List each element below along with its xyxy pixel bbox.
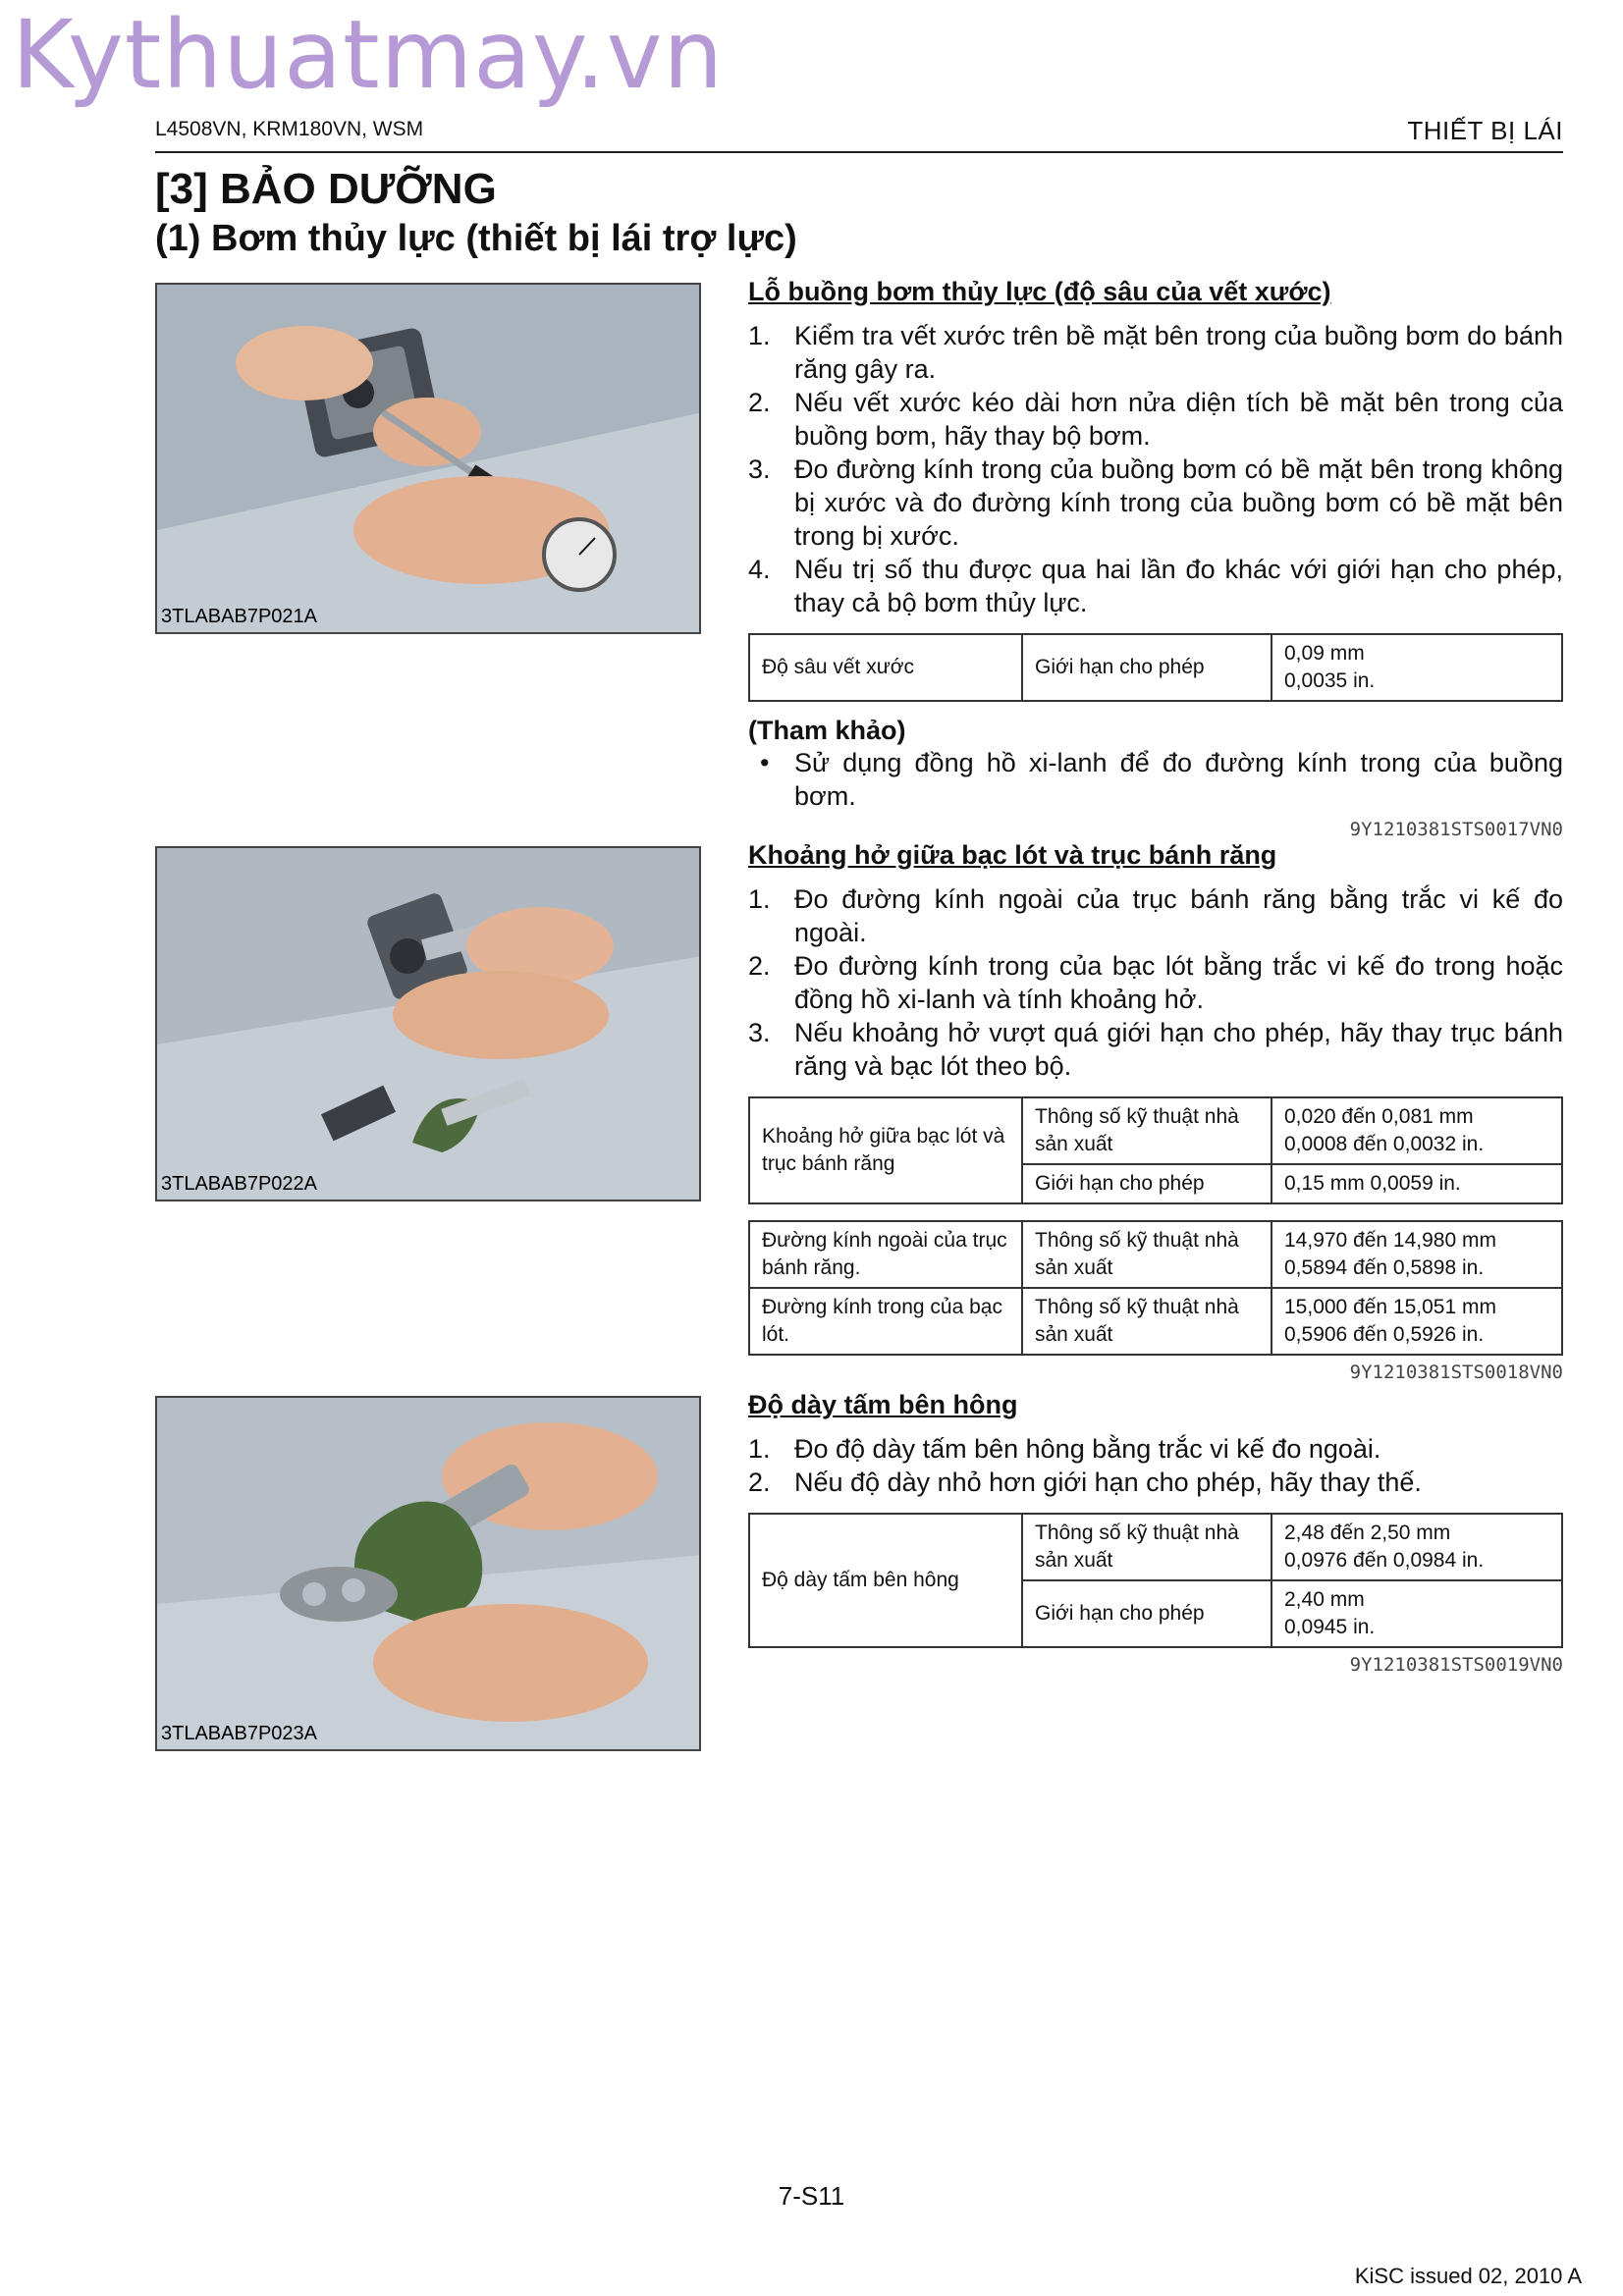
photo-caption: 3TLABAB7P022A — [161, 1173, 317, 1195]
micrometer-side-plate-photo — [155, 1396, 701, 1751]
table-cell: Độ dày tấm bên hông — [749, 1514, 1022, 1647]
spec-table — [748, 633, 1563, 702]
list-item: 1. Đo đường kính ngoài của trục bánh răng bằng trắc vi kế đo ngoài. — [748, 884, 1563, 947]
footer-issue: KiSC issued 02, 2010 A — [1354, 2264, 1582, 2288]
list-item: 2. Nếu độ dày nhỏ hơn giới hạn cho phép, hãy thay thế. — [748, 1468, 1422, 1497]
document-code: 9Y1210381STS0019VN0 — [1349, 1654, 1563, 1676]
subsection-title: (1) Bơm thủy lực (thiết bị lái trợ lực) — [155, 218, 797, 259]
section-title: [3] BẢO DƯỠNG — [155, 165, 497, 213]
header-rule — [155, 151, 1563, 153]
spec-table — [748, 1513, 1563, 1648]
scratch-depth-section — [748, 277, 1563, 840]
micrometer-plate-icon — [157, 1398, 701, 1751]
table-cell: Đường kính ngoài của trục bánh răng. — [749, 1221, 1022, 1288]
step-list — [748, 1432, 1563, 1499]
bore-gauge-photo — [155, 283, 701, 634]
step-list — [748, 319, 1563, 619]
table-cell: Giới hạn cho phép — [1022, 1580, 1271, 1647]
list-item: 1. Kiểm tra vết xước trên bề mặt bên trong của buồng bơm do bánh răng gây ra. — [748, 321, 1563, 384]
list-item: 3. Đo đường kính trong của buồng bơm có bề mặt bên trong không bị xước và đo đường kính trong của buồng bơm có bề mặt bên trong bị xước. — [748, 454, 1563, 551]
table-cell: 2,40 mm 0,0945 in. — [1271, 1580, 1562, 1647]
block-title: Lỗ buồng bơm thủy lực (độ sâu của vết xước) — [748, 277, 1331, 306]
table-cell: Độ sâu vết xước — [749, 634, 1022, 701]
spec-table — [748, 1220, 1563, 1356]
side-plate-thickness-section — [748, 1390, 1563, 1676]
list-item: 2. Đo đường kính trong của bạc lót bằng trắc vi kế đo trong hoặc đồng hồ xi-lanh và tính khoảng hở. — [748, 951, 1563, 1014]
block-title: Khoảng hở giữa bạc lót và trục bánh răng — [748, 840, 1277, 870]
table-cell: Thông số kỹ thuật nhà sản xuất — [1022, 1221, 1271, 1288]
document-code: 9Y1210381STS0018VN0 — [1349, 1362, 1563, 1383]
list-item: 3. Nếu khoảng hở vượt quá giới hạn cho phép, hãy thay trục bánh răng và bạc lót theo bộ. — [748, 1018, 1563, 1081]
bore-gauge-icon — [157, 285, 701, 634]
table-cell: Khoảng hở giữa bạc lót và trục bánh răng — [749, 1097, 1022, 1203]
step-list — [748, 882, 1563, 1083]
document-code: 9Y1210381STS0017VN0 — [1349, 819, 1563, 840]
table-cell: Giới hạn cho phép — [1022, 1164, 1271, 1203]
table-cell: Giới hạn cho phép — [1022, 634, 1271, 701]
reference-note: • Sử dụng đồng hồ xi-lanh để đo đường kính trong của buồng bơm. — [760, 748, 1563, 811]
list-item: 1. Đo độ dày tấm bên hông bằng trắc vi kế đo ngoài. — [748, 1434, 1381, 1464]
table-cell: 0,09 mm 0,0035 in. — [1271, 634, 1562, 701]
watermark: Kythuatmay.vn — [12, 0, 725, 110]
list-item: 4. Nếu trị số thu được qua hai lần đo khác với giới hạn cho phép, thay cả bộ bơm thủy lực. — [748, 555, 1563, 617]
header-models: L4508VN, KRM180VN, WSM — [155, 118, 424, 140]
table-cell: Đường kính trong của bạc lót. — [749, 1288, 1022, 1355]
table-cell: 15,000 đến 15,051 mm 0,5906 đến 0,5926 in. — [1271, 1288, 1562, 1355]
table-cell: 14,970 đến 14,980 mm 0,5894 đến 0,5898 in. — [1271, 1221, 1562, 1288]
micrometer-gear-shaft-photo — [155, 846, 701, 1201]
table-cell: 2,48 đến 2,50 mm 0,0976 đến 0,0984 in. — [1271, 1514, 1562, 1580]
header-chapter: THIẾT BỊ LÁI — [1407, 116, 1563, 145]
table-cell: Thông số kỹ thuật nhà sản xuất — [1022, 1514, 1271, 1580]
table-cell: 0,020 đến 0,081 mm 0,0008 đến 0,0032 in. — [1271, 1097, 1562, 1164]
bushing-clearance-section — [748, 840, 1563, 1383]
photo-caption: 3TLABAB7P021A — [161, 606, 317, 627]
reference-title: (Tham khảo) — [748, 716, 906, 745]
table-cell: Thông số kỹ thuật nhà sản xuất — [1022, 1097, 1271, 1164]
table-cell: 0,15 mm 0,0059 in. — [1271, 1164, 1562, 1203]
list-item: 2. Nếu vết xước kéo dài hơn nửa diện tích bề mặt bên trong của buồng bơm, hãy thay bộ bơm. — [748, 388, 1563, 451]
table-cell: Thông số kỹ thuật nhà sản xuất — [1022, 1288, 1271, 1355]
block-title: Độ dày tấm bên hông — [748, 1390, 1018, 1419]
photo-caption: 3TLABAB7P023A — [161, 1723, 317, 1744]
spec-table — [748, 1096, 1563, 1204]
micrometer-gear-icon — [157, 848, 701, 1201]
page-number: 7-S11 — [778, 2181, 845, 2211]
